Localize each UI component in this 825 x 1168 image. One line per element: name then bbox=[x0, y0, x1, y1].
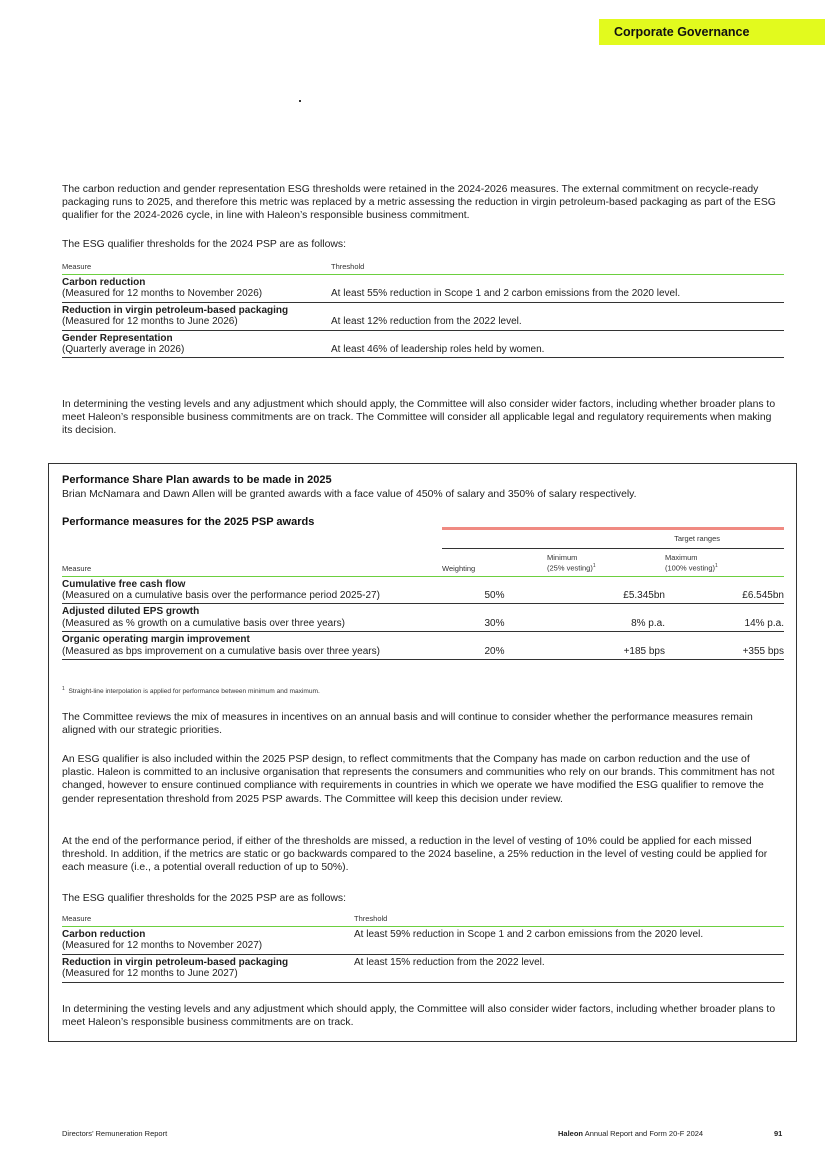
table-header-row bbox=[62, 553, 784, 576]
minimum-cell: 8% p.a. bbox=[547, 604, 665, 632]
performance-measures-heading: Performance measures for the 2025 PSP awards bbox=[62, 516, 315, 528]
table-row bbox=[62, 576, 784, 604]
measure-cell: Reduction in virgin petroleum-based packaging (Measured for 12 months to June 2026) bbox=[62, 302, 331, 330]
closing-vesting-paragraph: In determining the vesting levels and any adjustment which should apply, the Committee will also consider wider factors, including whether broader plans to meet Haleon’s responsible business commitments are on track. bbox=[62, 1004, 776, 1029]
intro-paragraph: The carbon reduction and gender representation ESG thresholds were retained in the 2024-2026 measures. The external commitment on recycle-ready packaging runs to 2025, and therefore this metric was replaced by a metric assessing the reduction in virgin petroleum-based packaging as part of the ESG qualifier for the 2024-2026 cycle, in line with Haleon’s responsible business commitment. bbox=[62, 184, 776, 222]
maximum-cell: 14% p.a. bbox=[665, 604, 784, 632]
column-header-maximum: Maximum (100% vesting)$^1$ bbox=[665, 553, 784, 576]
footer-report-title: Haleon Annual Report and Form 20-F 2024 bbox=[558, 1129, 704, 1138]
esg-2025-table bbox=[62, 914, 784, 983]
measure-cell: Cumulative free cash flow (Measured on a cumulative basis over the performance period 2025-27) bbox=[62, 576, 442, 604]
esg-2025-table-lead: The ESG qualifier thresholds for the 2025 PSP are as follows: bbox=[62, 893, 346, 904]
table-row bbox=[62, 275, 784, 303]
column-header-measure: Measure bbox=[62, 914, 354, 927]
footer-brand: Haleon bbox=[558, 1129, 584, 1138]
table-row bbox=[62, 927, 784, 955]
threshold-cell: At least 55% reduction in Scope 1 and 2 carbon emissions from the 2020 level. bbox=[331, 275, 784, 303]
measure-cell: Carbon reduction (Measured for 12 months to November 2027) bbox=[62, 927, 354, 955]
column-header-weighting: Weighting bbox=[442, 553, 547, 576]
esg-qualifier-paragraph: An ESG qualifier is also included within the 2025 PSP design, to reflect commitments that the Company has made on carbon reduction and the use of plastic. Haleon is committed to an inclusive organisation that represents the consumers and communities who rely on our brands. This commitment has not changed, however to ensure continued compliance with requirements in countries in which we operate we have modified the ESG qualifier to remove the gender representation threshold from 2025 PSP awards. The Committee will keep this decision under review. bbox=[62, 754, 775, 805]
section-tag: Corporate Governance bbox=[599, 19, 825, 45]
measure-cell: Gender Representation (Quarterly average in 2026) bbox=[62, 330, 331, 358]
table-header-row bbox=[62, 914, 784, 927]
psp-awards-heading: Performance Share Plan awards to be made in 2025 bbox=[62, 474, 332, 486]
measure-cell: Carbon reduction (Measured for 12 months to November 2026) bbox=[62, 275, 331, 303]
footnote: $^1$ Straight-line interpolation is applied for performance between minimum and maximum. bbox=[62, 686, 320, 696]
measure-cell: Adjusted diluted EPS growth (Measured as % growth on a cumulative basis over three years) bbox=[62, 604, 442, 632]
target-ranges-label: Target ranges bbox=[674, 534, 720, 543]
esg-2024-table bbox=[62, 262, 784, 358]
weighting-cell: 20% bbox=[442, 632, 547, 660]
stray-dot bbox=[299, 100, 301, 102]
footer-section-title: Directors’ Remuneration Report bbox=[62, 1129, 168, 1138]
vesting-paragraph: In determining the vesting levels and any adjustment which should apply, the Committee will also consider wider factors, including whether broader plans to meet Haleon’s responsible business commitments are on track. The Committee will consider all applicable legal and regulatory requirements when making its decision. bbox=[62, 399, 776, 437]
mix-of-measures-paragraph: The Committee reviews the mix of measures in incentives on an annual basis and will continue to consider whether the performance measures remain aligned with our strategic priorities. bbox=[62, 712, 753, 737]
performance-measures-table bbox=[62, 553, 784, 660]
target-ranges-rule bbox=[442, 548, 784, 549]
threshold-cell: At least 15% reduction from the 2022 level. bbox=[354, 954, 784, 982]
table-row bbox=[62, 954, 784, 982]
missed-threshold-paragraph: At the end of the performance period, if either of the thresholds are missed, a reduction in the level of vesting of 10% could be applied for each missed threshold. In addition, if the metrics are static or go backwards compared to the 2024 baseline, a 25% reduction in the level of vesting could be applied for each measure (i.e., a potential overall reduction of up to 50%). bbox=[62, 836, 768, 874]
measure-cell: Reduction in virgin petroleum-based packaging (Measured for 12 months to June 2027) bbox=[62, 954, 354, 982]
intro-table-lead: The ESG qualifier thresholds for the 2024 PSP are as follows: bbox=[62, 239, 346, 250]
minimum-cell: +185 bps bbox=[547, 632, 665, 660]
maximum-cell: £6.545bn bbox=[665, 576, 784, 604]
threshold-cell: At least 12% reduction from the 2022 level. bbox=[331, 302, 784, 330]
column-header-threshold: Threshold bbox=[331, 262, 784, 275]
measure-cell: Organic operating margin improvement (Measured as bps improvement on a cumulative basis over three years) bbox=[62, 632, 442, 660]
column-header-threshold: Threshold bbox=[354, 914, 784, 927]
minimum-cell: £5.345bn bbox=[547, 576, 665, 604]
table-row bbox=[62, 604, 784, 632]
weighting-cell: 30% bbox=[442, 604, 547, 632]
table-header-row bbox=[62, 262, 784, 275]
page-number: 91 bbox=[774, 1129, 783, 1138]
weighting-cell: 50% bbox=[442, 576, 547, 604]
threshold-cell: At least 46% of leadership roles held by women. bbox=[331, 330, 784, 358]
threshold-cell: At least 59% reduction in Scope 1 and 2 carbon emissions from the 2020 level. bbox=[354, 927, 784, 955]
psp-awards-subtitle: Brian McNamara and Dawn Allen will be granted awards with a face value of 450% of salary and 350% of salary respectively. bbox=[62, 489, 637, 500]
table-row bbox=[62, 302, 784, 330]
column-header-measure: Measure bbox=[62, 553, 442, 576]
column-header-minimum: Minimum (25% vesting)$^1$ bbox=[547, 553, 665, 576]
table-row bbox=[62, 330, 784, 358]
maximum-cell: +355 bps bbox=[665, 632, 784, 660]
column-header-measure: Measure bbox=[62, 262, 331, 275]
target-ranges-accent-bar bbox=[442, 527, 784, 530]
table-row bbox=[62, 632, 784, 660]
